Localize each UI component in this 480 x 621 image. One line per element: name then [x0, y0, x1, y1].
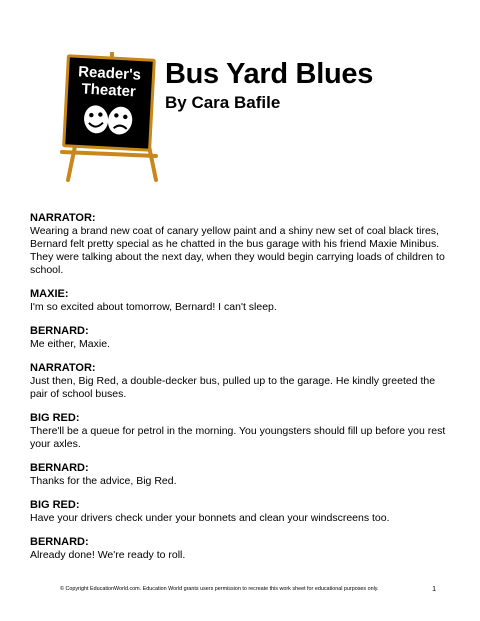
dialogue-line: There'll be a queue for petrol in the morning. You youngsters should fill up before you rest your axles. — [30, 425, 446, 450]
readers-theater-logo — [60, 52, 164, 184]
page-title: Bus Yard Blues — [165, 58, 374, 90]
script-block — [30, 325, 450, 351]
page-number: 1 — [432, 586, 436, 593]
dialogue-line: Wearing a brand new coat of canary yellow paint and a shiny new set of coal black tires, Bernard felt pretty special as he chatted in the bus garage with his friend Maxie Minibus. They were talking about the next day, when they would begin carrying loads of children to school. — [30, 225, 445, 276]
speaker-name: NARRATOR: — [30, 212, 96, 224]
script-body — [30, 212, 450, 573]
script-block — [30, 288, 450, 314]
speaker-name: MAXIE: — [30, 288, 69, 300]
copyright-notice: © Copyright EducationWorld.com. Education World grants users permission to recreate this work sheet for educational purposes only. — [60, 586, 379, 592]
script-block — [30, 462, 450, 488]
speaker-name: BERNARD: — [30, 536, 89, 548]
easel-chalkboard-icon — [60, 52, 164, 184]
dialogue-line: Me either, Maxie. — [30, 338, 110, 350]
script-block — [30, 499, 450, 525]
dialogue-line: Thanks for the advice, Big Red. — [30, 475, 177, 487]
speaker-name: BERNARD: — [30, 325, 89, 337]
script-block — [30, 536, 450, 562]
page-footer — [60, 586, 436, 593]
script-block — [30, 212, 450, 277]
script-block — [30, 412, 450, 451]
dialogue-line: Already done! We're ready to roll. — [30, 549, 186, 561]
speaker-name: BIG RED: — [30, 499, 80, 511]
dialogue-line: I'm so excited about tomorrow, Bernard! I can't sleep. — [30, 301, 277, 313]
dialogue-line: Have your drivers check under your bonnets and clean your windscreens too. — [30, 512, 390, 524]
author-byline: By Cara Bafile — [165, 93, 281, 112]
speaker-name: BIG RED: — [30, 412, 80, 424]
speaker-name: NARRATOR: — [30, 362, 96, 374]
logo-line2: Theater — [81, 80, 137, 101]
dialogue-line: Just then, Big Red, a double-decker bus, pulled up to the garage. He kindly greeted the pair of school buses. — [30, 375, 436, 400]
logo-line1: Reader's — [77, 63, 142, 84]
speaker-name: BERNARD: — [30, 462, 89, 474]
script-block — [30, 362, 450, 401]
